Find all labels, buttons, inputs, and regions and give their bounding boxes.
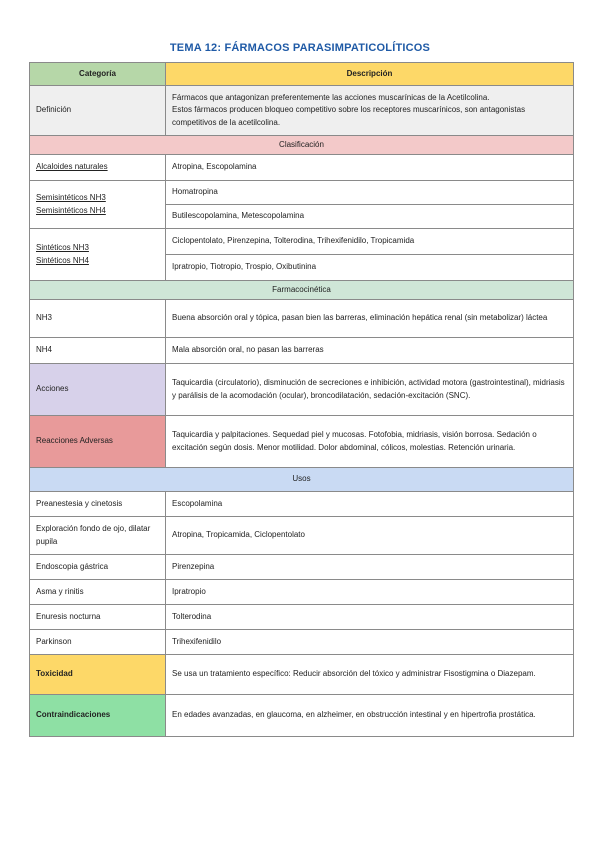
header-descripcion: Descripción [166,63,574,86]
section-clasificacion-title: Clasificación [30,136,574,155]
value-contraindicaciones: En edades avanzadas, en glaucoma, en alzheimer, en obstrucción intestinal y en hipertrofia prostática. [166,695,574,737]
value-nh3: Buena absorción oral y tópica, pasan bien las barreras, eliminación hepática renal (sin metabolizar) láctea [166,300,574,338]
value-acciones: Taquicardia (circulatorio), disminución de secreciones e inhibición, actividad motora (gastrointestinal), midriasis y parálisis de la acomodación (ocular), broncodilatación, sedación-excitación (SNC). [166,364,574,416]
row-acciones [30,364,574,416]
row-toxicidad [30,655,574,695]
label-sinteticos [30,229,166,281]
label-uso: Asma y rinitis [30,580,166,605]
value-semisinteticos-nh4: Butilescopolamina, Metescopolamina [166,205,574,229]
value-semisinteticos-nh3: Homatropina [166,181,574,205]
row-nh4 [30,338,574,364]
section-usos [30,468,574,492]
section-farmacocinetica-title: Farmacocinética [30,281,574,300]
page-title: TEMA 12: FÁRMACOS PARASIMPATICOLÍTICOS [169,42,431,54]
row-uso [30,517,574,555]
label-definicion: Definición [30,86,166,136]
row-contraindicaciones [30,695,574,737]
value-definicion [166,86,574,136]
label-uso: Preanestesia y cinetosis [30,492,166,517]
row-sinteticos-1 [30,229,574,255]
row-uso [30,630,574,655]
value-uso: Trihexifenidilo [166,630,574,655]
pharmacology-table [29,62,574,737]
label-contraindicaciones: Contraindicaciones [30,695,166,737]
label-nh3: NH3 [30,300,166,338]
value-reacciones: Taquicardia y palpitaciones. Sequedad piel y mucosas. Fotofobia, midriasis, visión borrosa. Sedación o excitación según dosis. Menor motilidad. Dolor abdominal, cólicos, molestias. Retención urinaria. [166,416,574,468]
semisinteticos-nh3-label: Semisintéticos NH3 [36,193,106,203]
row-uso [30,555,574,580]
row-uso [30,605,574,630]
definicion-line-2: Estos fármacos producen bloqueo competitivo sobre los receptores muscarínicos, son antagonistas competitivos de la acetilcolina. [172,105,526,127]
value-uso: Tolterodina [166,605,574,630]
value-alcaloides: Atropina, Escopolamina [166,155,574,181]
sinteticos-nh4-label: Sintéticos NH4 [36,255,89,265]
row-uso [30,580,574,605]
label-reacciones: Reacciones Adversas [30,416,166,468]
row-alcaloides [30,155,574,181]
label-toxicidad: Toxicidad [30,655,166,695]
row-semisinteticos-1 [30,181,574,205]
alcaloides-label-text: Alcaloides naturales [36,162,108,172]
semisinteticos-nh4-label: Semisintéticos NH4 [36,205,106,215]
definicion-line-1: Fármacos que antagonizan preferentemente las acciones muscarínicas de la Acetilcolina. [172,92,490,102]
value-sinteticos-nh4: Ipratropio, Tiotropio, Trospio, Oxibutinina [166,255,574,281]
row-definicion [30,86,574,136]
section-clasificacion [30,136,574,155]
value-uso: Ipratropio [166,580,574,605]
header-categoria: Categoría [30,63,166,86]
row-nh3 [30,300,574,338]
label-uso: Exploración fondo de ojo, dilatar pupila [30,517,166,555]
value-uso: Atropina, Tropicamida, Ciclopentolato [166,517,574,555]
sinteticos-nh3-label: Sintéticos NH3 [36,243,89,253]
label-semisinteticos [30,181,166,229]
section-usos-title: Usos [30,468,574,492]
table-header [30,63,574,86]
label-alcaloides [30,155,166,181]
value-toxicidad: Se usa un tratamiento específico: Reducir absorción del tóxico y administrar Fisostigmina o Diazepam. [166,655,574,695]
section-farmacocinetica [30,281,574,300]
label-acciones: Acciones [30,364,166,416]
label-uso: Enuresis nocturna [30,605,166,630]
value-nh4: Mala absorción oral, no pasan las barreras [166,338,574,364]
value-uso: Pirenzepina [166,555,574,580]
label-nh4: NH4 [30,338,166,364]
label-uso: Parkinson [30,630,166,655]
row-reacciones [30,416,574,468]
value-sinteticos-nh3: Ciclopentolato, Pirenzepina, Tolterodina, Trihexifenidilo, Tropicamida [166,229,574,255]
row-uso [30,492,574,517]
label-uso: Endoscopia gástrica [30,555,166,580]
value-uso: Escopolamina [166,492,574,517]
